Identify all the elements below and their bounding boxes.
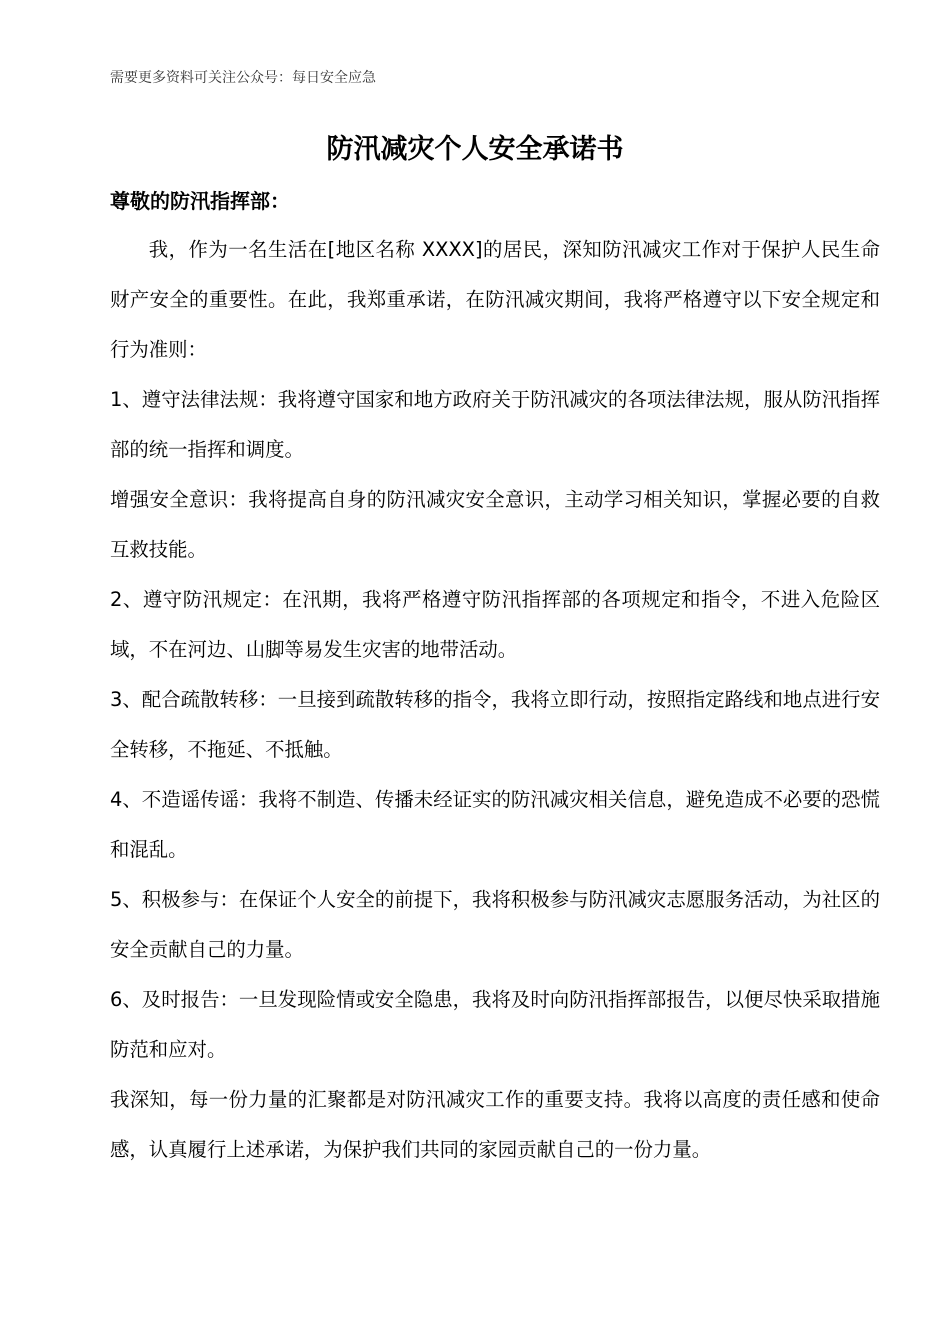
- salutation: 尊敬的防汛指挥部：: [110, 189, 290, 213]
- closing-paragraph: 我深知，每一份力量的汇聚都是对防汛减灾工作的重要支持。我将以高度的责任感和使命感，认真履行上述承诺，为保护我们共同的家园贡献自己的一份力量。: [110, 1088, 880, 1161]
- commitment-item: 3、配合疏散转移：一旦接到疏散转移的指令，我将立即行动，按照指定路线和地点进行安全转移，不拖延、不抵触。: [110, 688, 880, 761]
- intro-paragraph: 我，作为一名生活在[地区名称 XXXX]的居民，深知防汛减灾工作对于保护人民生命财产安全的重要性。在此，我郑重承诺，在防汛减灾期间，我将严格遵守以下安全规定和行为准则：: [110, 238, 880, 361]
- document-body: [110, 225, 880, 1175]
- commitment-item: 1、遵守法律法规：我将遵守国家和地方政府关于防汛减灾的各项法律法规，服从防汛指挥部的统一指挥和调度。: [110, 388, 880, 461]
- commitment-item: 4、不造谣传谣：我将不制造、传播未经证实的防汛减灾相关信息，避免造成不必要的恐慌和混乱。: [110, 788, 880, 861]
- commitment-item: 5、积极参与：在保证个人安全的前提下，我将积极参与防汛减灾志愿服务活动，为社区的安全贡献自己的力量。: [110, 888, 880, 961]
- header-note: 需要更多资料可关注公众号：每日安全应急: [110, 70, 376, 86]
- commitment-item: 2、遵守防汛规定：在汛期，我将严格遵守防汛指挥部的各项规定和指令，不进入危险区域，不在河边、山脚等易发生灾害的地带活动。: [110, 588, 880, 661]
- commitment-item: 6、及时报告：一旦发现险情或安全隐患，我将及时向防汛指挥部报告，以便尽快采取措施防范和应对。: [110, 988, 880, 1061]
- commitment-item: 增强安全意识：我将提高自身的防汛减灾安全意识，主动学习相关知识，掌握必要的自救互救技能。: [110, 488, 880, 561]
- document-title: 防汛减灾个人安全承诺书: [326, 134, 624, 165]
